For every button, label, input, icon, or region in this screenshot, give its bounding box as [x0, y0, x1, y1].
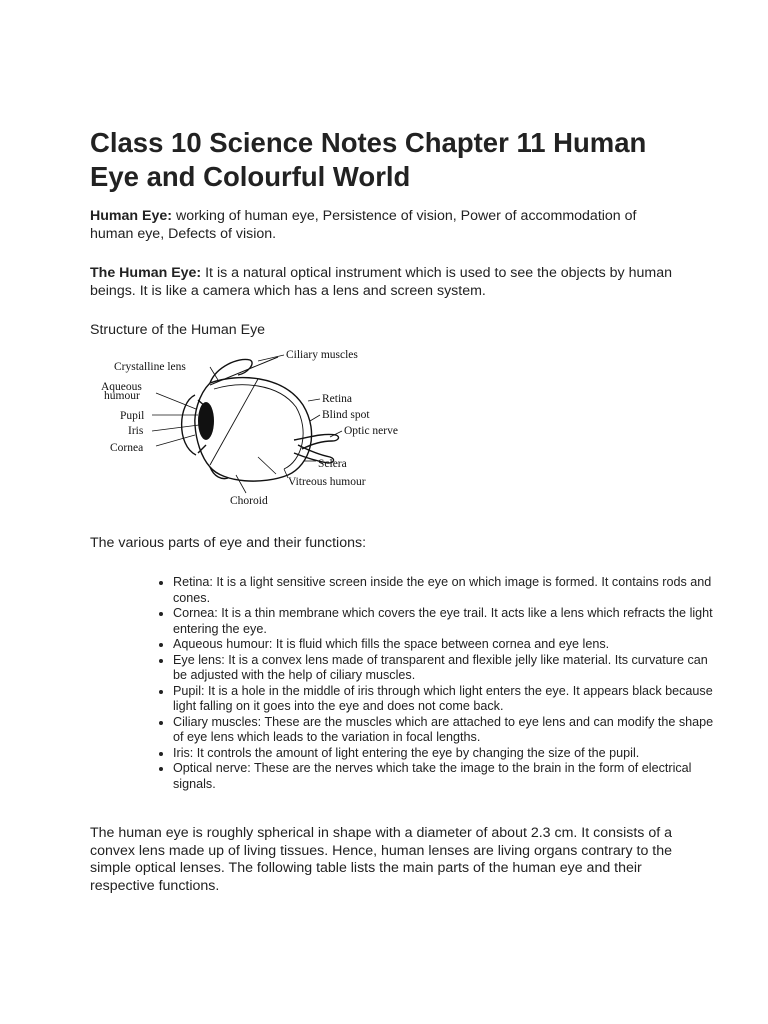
intro-text: working of human eye, Persistence of vision, Power of accommodation of human eye, Defects of vision. [90, 208, 637, 242]
list-item: • Cornea: It is a thin membrane which covers the eye trail. It acts like a lens which refracts the light entering the eye. [173, 606, 718, 637]
label-pointers [152, 355, 342, 493]
label-ciliary-muscles: Ciliary muscles [286, 349, 358, 361]
label-blind-spot: Blind spot [322, 409, 370, 421]
structure-heading: Structure of the Human Eye [90, 322, 266, 338]
functions-intro: The various parts of eye and their functions: [90, 535, 367, 551]
label-pupil: Pupil [120, 410, 145, 422]
label-choroid: Choroid [230, 495, 268, 507]
summary-paragraph: The human eye is roughly spherical in shape with a diameter of about 2.3 cm. It consists of a convex lens made up of living tissues. Hence, human lenses are living organs contrary to the simple optical lenses. The following table lists the main parts of the human eye and their respective functions. [90, 825, 672, 894]
list-item: • Retina: It is a light sensitive screen inside the eye on which image is formed. It contains rods and cones. [173, 575, 718, 606]
label-vitreous-humour: Vitreous humour [288, 476, 366, 488]
definition-paragraph [90, 265, 680, 300]
label-cornea: Cornea [110, 442, 144, 454]
label-optic-nerve: Optic nerve [344, 425, 398, 437]
list-item: • Pupil: It is a hole in the middle of iris through which light enters the eye. It appears black because light falling on it goes into the eye and does not come back. [173, 684, 718, 715]
list-item: • Optical nerve: These are the nerves which take the image to the brain in the form of electrical signals. [173, 761, 718, 792]
intro-label: Human Eye: [90, 208, 172, 224]
label-retina: Retina [322, 393, 353, 405]
intro-paragraph [90, 208, 680, 243]
list-item: • Ciliary muscles: These are the muscles which are attached to eye lens and can modify the shape of eye lens which leads to the variation in focal lengths. [173, 715, 718, 746]
label-aqueous: Aqueous [101, 381, 142, 393]
definition-label: The Human Eye: [90, 265, 202, 281]
page-title: Class 10 Science Notes Chapter 11 Human Eye and Colourful World [90, 127, 647, 192]
lens-shape [198, 402, 214, 440]
label-crystalline-lens: Crystalline lens [114, 361, 186, 373]
list-item: • Eye lens: It is a convex lens made of transparent and flexible jelly like material. Its curvature can be adjusted with the help of ciliary muscles. [173, 653, 718, 684]
label-sclera: Sclera [318, 458, 347, 470]
parts-list [130, 575, 718, 792]
list-item: • Aqueous humour: It is fluid which fills the space between cornea and eye lens. [173, 637, 718, 653]
human-eye-diagram [98, 345, 428, 510]
label-iris: Iris [128, 425, 144, 437]
list-item: • Iris: It controls the amount of light entering the eye by changing the size of the pupil. [173, 746, 718, 762]
definition-text: It is a natural optical instrument which is used to see the objects by human beings. It is like a camera which has a lens and screen system. [90, 265, 672, 299]
label-humour: humour [104, 390, 140, 402]
